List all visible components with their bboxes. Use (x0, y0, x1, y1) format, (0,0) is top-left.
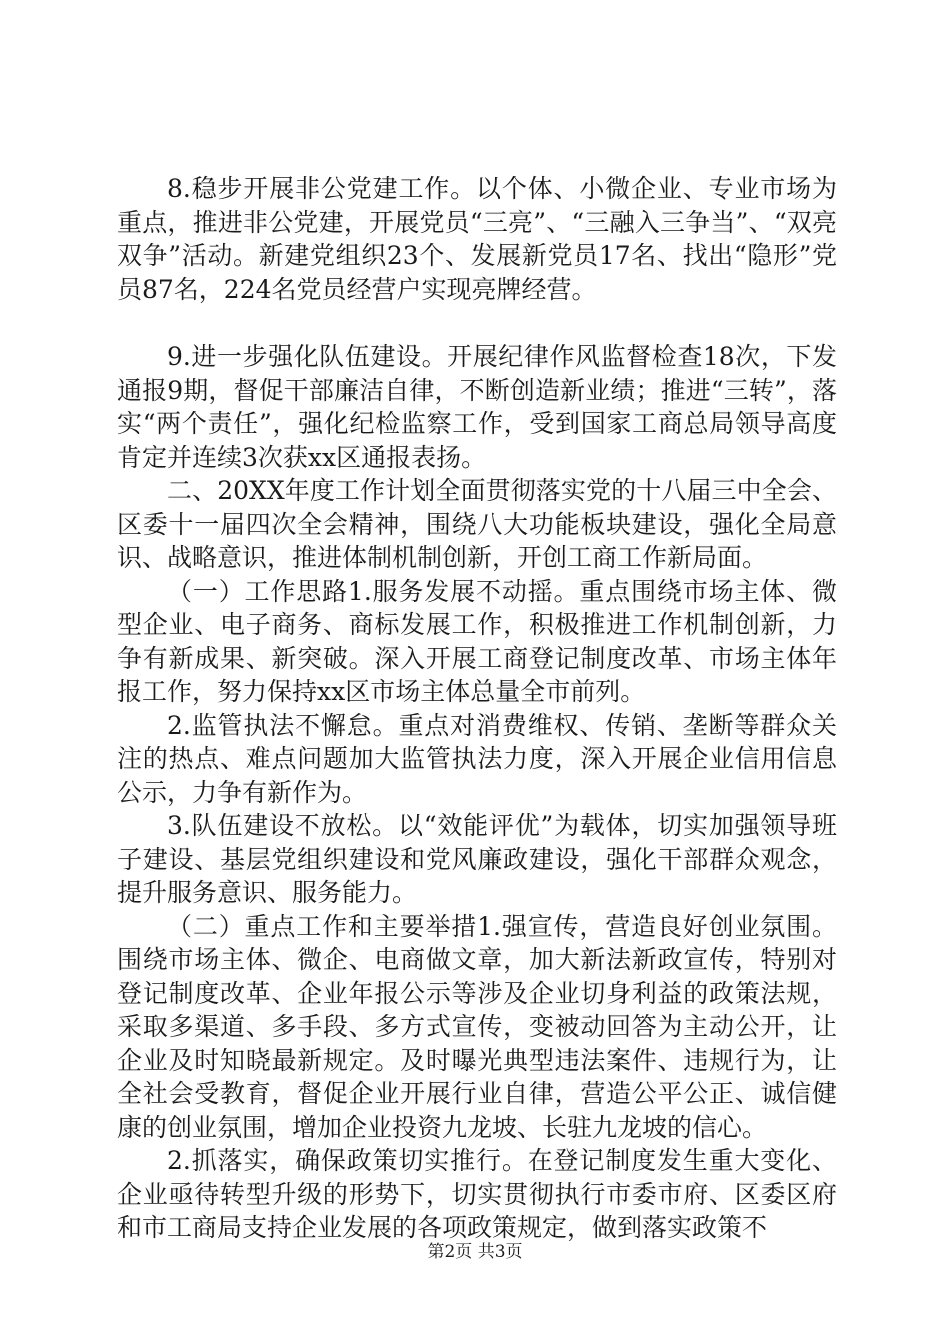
paragraph-item-8: 8.稳步开展非公党建工作。以个体、小微企业、专业市场为重点，推进非公党建，开展党员“三亮”、“三融入三争当”、“双亮双争”活动。新建党组织23个、发展新党员17名、找出“隐形”党员87名，224名党员经营户实现亮牌经营。 (117, 174, 837, 304)
paragraph-implementation: 2.抓落实，确保政策切实推行。在登记制度发生重大变化、企业亟待转型升级的形势下，切实贯彻执行市委市府、区委区府和市工商局支持企业发展的各项政策规定，做到落实政策不 (117, 1146, 837, 1242)
paragraph-section-two-plan: 二、20XX年度工作计划全面贯彻落实党的十八届三中全会、区委十一届四次全会精神，围绕八大功能板块建设，强化全局意识、战略意识，推进体制机制创新，开创工商工作新局面。 (117, 476, 837, 572)
paragraph-work-approach: （一）工作思路1.服务发展不动摇。重点围绕市场主体、微型企业、电子商务、商标发展工作，积极推进工作机制创新，力争有新成果、新突破。深入开展工商登记制度改革、市场主体年报工作，努力保持xx区市场主体总量全市前列。 (117, 576, 837, 706)
paragraph-team-building: 3.队伍建设不放松。以“效能评优”为载体，切实加强领导班子建设、基层党组织建设和党风廉政建设，强化干部群众观念，提升服务意识、服务能力。 (117, 811, 837, 907)
paragraph-item-9: 9.进一步强化队伍建设。开展纪律作风监督检查18次，下发通报9期，督促干部廉洁自律，不断创造新业绩；推进“三转”，落实“两个责任”，强化纪检监察工作，受到国家工商总局领导高度肯定并连续3次获xx区通报表扬。 (117, 342, 837, 472)
paragraph-enforcement: 2.监管执法不懈怠。重点对消费维权、传销、垄断等群众关注的热点、难点问题加大监管执法力度，深入开展企业信用信息公示，力争有新作为。 (117, 710, 837, 807)
paragraph-key-measures: （二）重点工作和主要举措1.强宣传，营造良好创业氛围。围绕市场主体、微企、电商做文章，加大新法新政宣传，特别对登记制度改革、企业年报公示等涉及企业切身利益的政策法规，采取多渠道、多手段、多方式宣传，变被动回答为主动公开，让企业及时知晓最新规定。及时曝光典型违法案件、违规行为，让全社会受教育，督促企业开展行业自律，营造公平公正、诚信健康的创业氛围，增加企业投资九龙坡、长驻九龙坡的信心。 (117, 911, 837, 1142)
page-number-footer: 第2页 共3页 (427, 1242, 523, 1262)
document-body (117, 172, 837, 1245)
